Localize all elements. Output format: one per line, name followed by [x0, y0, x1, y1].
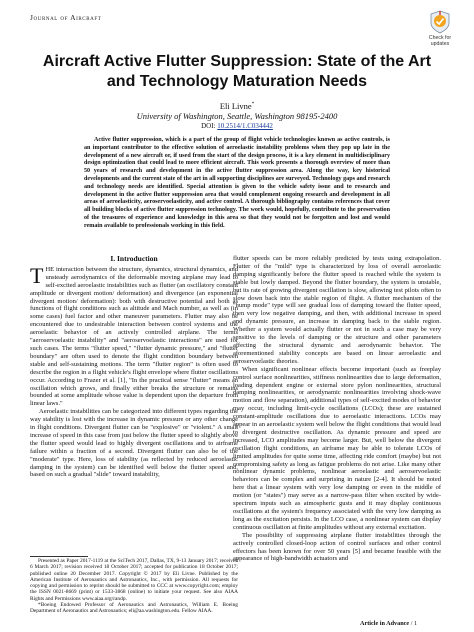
- right-paragraph-2: When significant nonlinear effects become important (such as freeplay control surface nonlinearities, stiffness nonlinearities due to large deformation, loading dependent engine or external store pylon nonlinearities, structural damping nonlinearities, or aerodynamic nonlinearities involving shock-wave motion and flow separation), additional types of self-excited modes of behavior may occur, including limit-cycle oscillations (LCOs); these are sustained constant-amplitude oscillations due to aeroelastic interactions. LCOs may appear in an aeroelastic system well below the flight conditions that would lead to divergent destructive oscillation. As dynamic pressure and speed are increased, LCO amplitudes may become larger. But, well below the divergent oscillation flight conditions, an airframe may be able to tolerate LCOs of limited amplitudes for quite some time, affecting ride comfort (maybe) but not compromising safety as long as fatigue problems do not arise. Like many other nonlinear dynamic problems, nonlinear aeroelastic and aeroservoelastic behaviors can be complex and surprising in nature [2-4]. It should be noted here that a linear system with very low damping or even in the middle of motion (or "states") may serve as a narrow-pass filter when excited by wide-spectrum inputs such as atmospheric gusts and it may display continuous oscillations at the system's frequency associated with the very low damping as long as the excitation persists. In the LCO case, a nonlinear system can display continuous oscillation at finite amplitudes without any external excitation.: [233, 365, 441, 531]
- author-name-text: Eli Livne: [219, 101, 252, 111]
- author-name: Eli Livne*: [219, 101, 255, 111]
- doi-prefix: DOI:: [201, 122, 218, 130]
- footnote-divider: [30, 556, 88, 557]
- drop-cap: T: [30, 262, 44, 288]
- article-title: Aircraft Active Flutter Suppression: State of the Art and Technology Maturation Needs: [42, 53, 432, 90]
- journal-name: Journal of Aircraft: [30, 13, 102, 22]
- right-paragraph-3: The possibility of suppressing airplane flutter instabilities through the actively controlled closed-loop action of control surfaces and other control effectors has been known for over 50 years [5] and became feasible with the appearance of high-bandwidth actuators and: [233, 531, 441, 563]
- right-paragraph-1: flutter speeds can be more reliably predicted by tests using extrapolation. Flutter of the "mild" type is characterized by loss of overall aeroelastic damping significantly before the flutter speed is reached while the system is stable but lowly damped. Beyond the flutter boundary, the system is unstable, but its rate of growing divergent oscillation is slow, allowing test pilots often to slow down back into the stable region of flight. A flutter mechanism of the "hump mode" type will see gradual loss of damping toward the flutter speed, then very low negative damping, and then, with additional increase in speed and dynamic pressure, an increase in damping back to the stable region. Whether a system would actually flutter or not in such a case may be very sensitive to the levels of damping or the structure and other parameters affecting the structural dynamic and aerodynamic behavior. The aforementioned stability concepts are based on linear aeroelastic and aeroservoelastic theories.: [233, 255, 441, 365]
- page-footer-separator: /: [409, 620, 414, 627]
- intro-paragraph-1-text: HE interaction between the structure, dynamics, structural dynamics, and unsteady aerodynamics of the deformable moving airplane may lead to self-excited aeroelastic instabilities such as flutter (an oscillatory constant amplitude or divergent motion/ deformation) and divergence (an exponential divergent motion/ deformation): both with destructive potential and both as functions of flight conditions such as altitude and Mach number, as well as (in some cases) fuel factor and other maneuver parameters. Flutter may also be encountered due to undesirable interaction between control systems and the aeroelastic behavior of an actively controlled airplane. The terms "aeroservoelastic instability" and "aeroservoelastic interactions" are used for such cases. The terms "flutter speed," "flutter dynamic pressure," and "flutter boundary" are often used to denote the flight condition boundary between stable and self-sustaining motions. The term "flutter region" is often used to describe the region in a flight vehicle's flight envelope where flutter oscillations occur. According to Frazer et al. [1], "In the practical sense "flutter" means an oscillation which grows, and finally either breaks the structure or remains bounded at some amplitude whose value is dependent upon the departure from linear laws.": [30, 265, 238, 408]
- intro-paragraph-2: Aeroelastic instabilities can be categorized into different types regarding the way stability is lost with the increase in dynamic pressure or any other change in flight conditions. Divergent flutter can be "explosive" or "violent." A small increase of speed in this case from just below the flutter speed to slightly above the flutter speed would lead to highly divergent oscillations and to airframe failure within a fraction of a second. Divergent flutter can also be of the "moderate" type. Here, loss of stability (as reflected by reduced aeroelastic damping in the system) can be identified well below the flutter speed and, based on such a gradual "slide" toward instability,: [30, 408, 238, 479]
- check-for-updates-icon: [429, 10, 451, 34]
- doi-link[interactable]: 10.2514/1.C034442: [217, 122, 273, 130]
- check-for-updates-badge[interactable]: [420, 10, 460, 50]
- page-footer: [360, 620, 417, 627]
- page-footer-label: Article in Advance: [360, 620, 410, 627]
- intro-paragraph-1: [30, 262, 238, 408]
- right-column: [233, 255, 441, 563]
- doi-line: [40, 122, 434, 130]
- abstract: Active flutter suppression, which is a part of the group of flight vehicle technologies known as active controls, is an important contributor to the effective solution of aeroelastic instability problems when they pop up late in the development of a new aircraft or, if used from the start of the design process, it is a key element in multidisciplinary design optimization that could lead to more efficient aircraft. This work presents a thorough overview of more than 50 years of research and development in the active flutter suppression area. Along the way, key historical developments and the current state of the art in all supporting disciplines are surveyed. Technology gaps and research and technology needs are identified. Special attention is given to the vehicle safety issue and to research and development in the active flutter suppression area that would complement ongoing research and development in all areas of aeroelasticity, aeroservoelasticity, and active control. A thorough bibliography contains references that cover all building blocks of active flutter suppression technology. The work would, hopefully, contribute to the preservation of the treasures of experience and knowledge in this area so that they would not be forgotten and lost and would remain available to professionals working in this field.: [84, 137, 390, 229]
- footnote-author-info: *Boeing Endowed Professor of Aeronautics and Astronautics, William E. Boeing Department of Aeronautics and Astronautics; eli@aa.washington.edu. Fellow AIAA.: [30, 602, 238, 615]
- page-number: 1: [413, 620, 418, 627]
- footnote-publication-info: Presented as Paper 2017-1119 at the SciTech 2017, Dallas, TX, 9-13 January 2017; received 6 March 2017; revision received 18 October 2017; accepted for publication 18 October 2017; published online 20 December 2017. Copyright © 2017 by Eli Livne. Published by the American Institute of Aeronautics and Astronautics, Inc., with permission. All requests for copying and permission to reprint should be submitted to CCC at www.copyright.com; employ the ISSN 0021-8669 (print) or 1533-3868 (online) to initiate your request. See also AIAA Rights and Permissions www.aiaa.org/randp.: [30, 558, 238, 602]
- section-heading: I. Introduction: [110, 254, 158, 263]
- author-affiliation: University of Washington, Seattle, Washington 98195-2400: [136, 111, 338, 121]
- left-column: [30, 255, 238, 479]
- check-for-updates-label: Check for updates: [428, 35, 452, 47]
